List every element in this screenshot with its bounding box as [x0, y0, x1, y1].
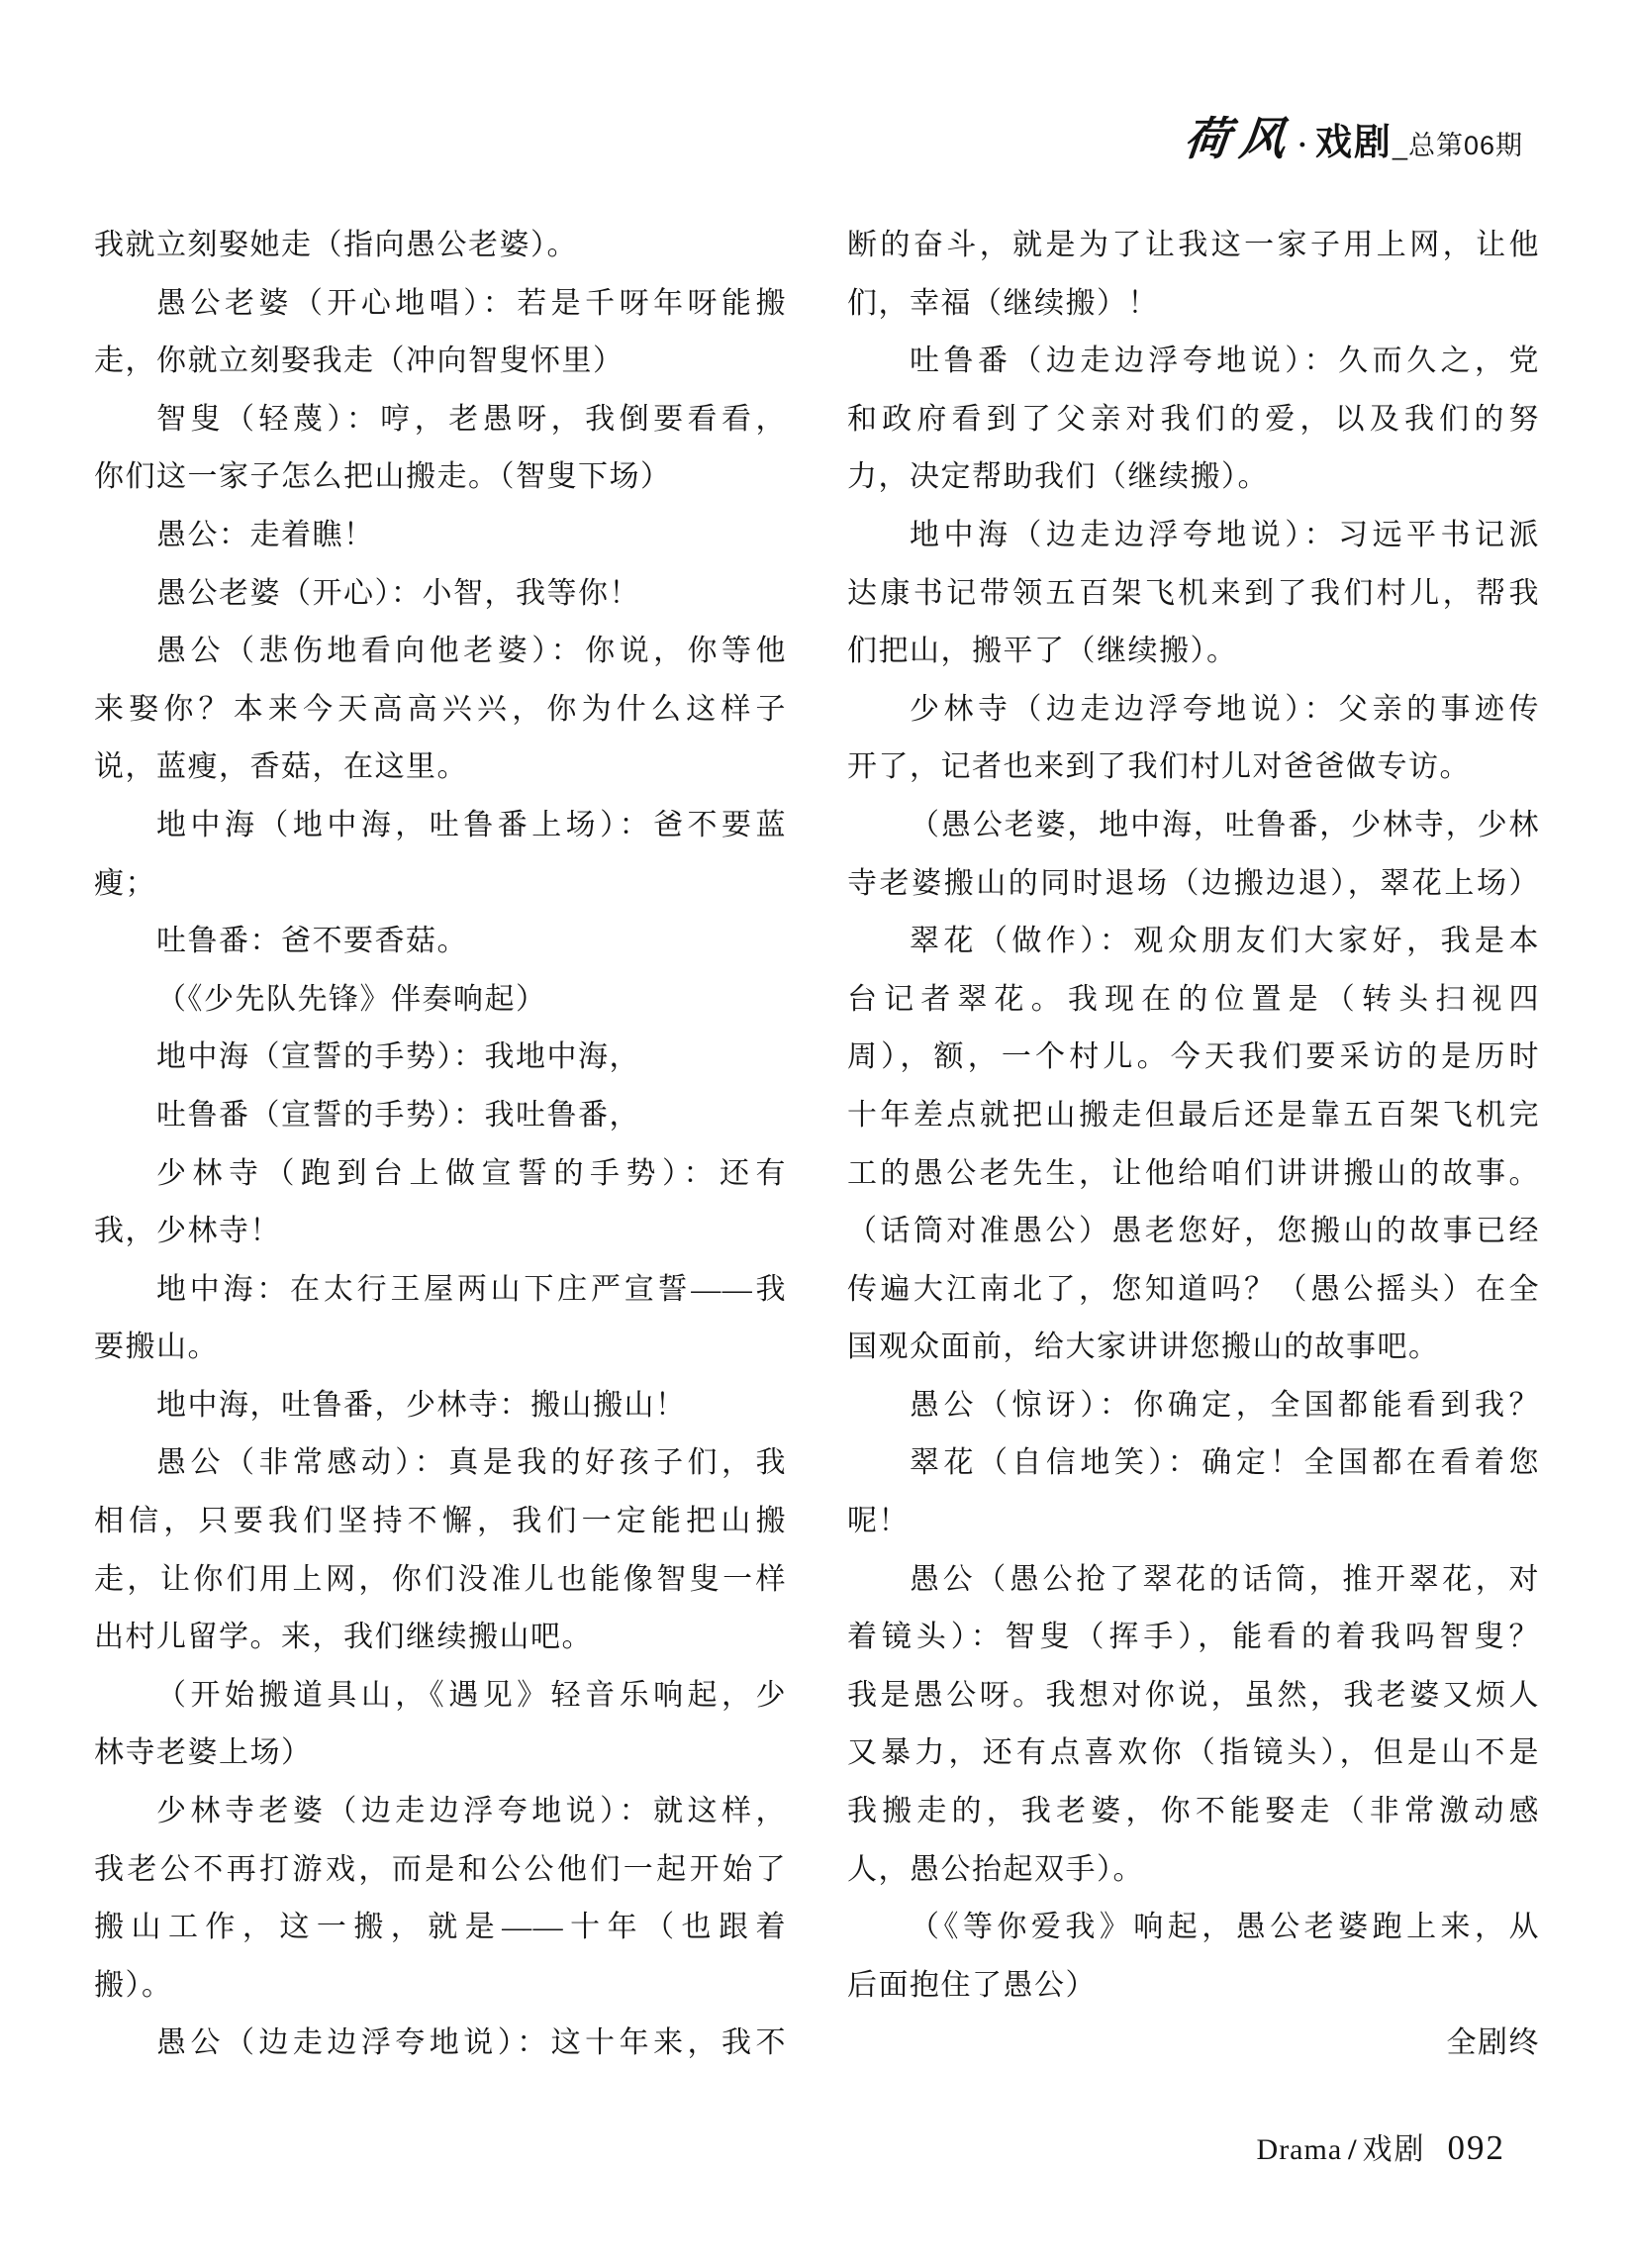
- script-line: 国观众面前，给大家讲讲您搬山的故事吧。: [847, 1331, 1440, 1364]
- footer-label-cn: 戏剧: [1362, 2133, 1426, 2166]
- page-number: 092: [1447, 2128, 1505, 2167]
- script-line: 少林寺老婆（边走边浮夸地说）：就这样，: [156, 1795, 787, 1828]
- script-line: 搬）。: [94, 1968, 173, 2002]
- brand-separator-dot: ·: [1297, 129, 1307, 161]
- script-line: 走，你就立刻娶我走（冲向智叟怀里）: [94, 345, 625, 378]
- script-line: 愚公（悲伤地看向他老婆）：你说，你等他: [156, 635, 787, 668]
- script-line: 断的奋斗，就是为了让我这一家子用上网，让他: [847, 229, 1540, 261]
- script-line: 说，蓝瘦，香菇，在这里。: [94, 750, 468, 784]
- script-line: 寺老婆搬山的同时退场（边搬边退），翠花上场）: [847, 866, 1540, 900]
- script-line: 要搬山。: [94, 1331, 219, 1364]
- script-line: 力，决定帮助我们（继续搬）。: [847, 460, 1269, 494]
- script-line: 后面抱住了愚公）: [847, 1968, 1097, 2002]
- script-line: 林寺老婆上场）: [94, 1736, 313, 1770]
- script-line: 愚公（非常感动）：真是我的好孩子们，我: [156, 1446, 787, 1480]
- script-line: 来娶你？本来今天高高兴兴，你为什么这样子: [94, 692, 787, 726]
- script-line: 相信，只要我们坚持不懈，我们一定能把山搬: [94, 1505, 787, 1538]
- script-line: 地中海：在太行王屋两山下庄严宣誓——我: [156, 1272, 787, 1306]
- script-line: 和政府看到了父亲对我们的爱，以及我们的努: [847, 402, 1540, 436]
- script-line: 搬山工作，这一搬，就是——十年（也跟着: [94, 1911, 787, 1944]
- script-line: （话筒对准愚公）愚老您好，您搬山的故事已经: [847, 1215, 1540, 1248]
- script-line: 呢！: [847, 1505, 910, 1538]
- script-line: 我是愚公呀。我想对你说，虽然，我老婆又烦人: [847, 1678, 1540, 1712]
- script-line: （《少先队先锋》伴奏响起）: [156, 982, 547, 1016]
- script-line: 周），额，一个村儿。今天我们要采访的是历时: [847, 1040, 1540, 1074]
- script-line: 我，少林寺！: [94, 1215, 281, 1248]
- script-line: 达康书记带领五百架飞机来到了我们村儿，帮我: [847, 576, 1540, 610]
- script-line: 愚公老婆（开心）：小智，我等你！: [156, 576, 640, 610]
- script-line: 我就立刻娶她走（指向愚公老婆）。: [94, 229, 578, 261]
- brand-script-logo: 荷风: [1181, 112, 1298, 165]
- script-line: 愚公（边走边浮夸地说）：这十年来，我不: [156, 2026, 787, 2060]
- script-line: 愚公（愚公抢了翠花的话筒，推开翠花，对: [910, 1562, 1540, 1596]
- script-line: 人，愚公抬起双手）。: [847, 1852, 1144, 1886]
- script-line: 少林寺（边走边浮夸地说）：父亲的事迹传: [910, 692, 1540, 726]
- script-line: 愚公老婆（开心地唱）：若是千呀年呀能搬: [156, 286, 787, 320]
- script-line: 开了，记者也来到了我们村儿对爸爸做专访。: [847, 750, 1471, 784]
- script-line: （开始搬道具山，《遇见》轻音乐响起，少: [156, 1678, 787, 1712]
- script-line: 你们这一家子怎么把山搬走。（智叟下场）: [94, 460, 672, 494]
- script-line: 地中海（地中海，吐鲁番上场）：爸不要蓝: [156, 808, 787, 841]
- script-line: 又暴力，还有点喜欢你（指镜头），但是山不是: [847, 1736, 1540, 1770]
- script-line: 地中海（边走边浮夸地说）：习远平书记派: [910, 518, 1540, 551]
- footer-slash: /: [1348, 2133, 1357, 2166]
- script-line: 智叟（轻蔑）：哼，老愚呀，我倒要看看，: [156, 402, 787, 436]
- script-line: 吐鲁番（边走边浮夸地说）：久而久之，党: [910, 345, 1540, 378]
- script-line: 们把山，搬平了（继续搬）。: [847, 635, 1238, 668]
- script-line: 工的愚公老先生，让他给咱们讲讲搬山的故事。: [847, 1156, 1540, 1190]
- script-line: 吐鲁番：爸不要香菇。: [156, 925, 468, 958]
- script-line: 传遍大江南北了，您知道吗？（愚公摇头）在全: [847, 1272, 1540, 1306]
- brand-section-title: 戏剧: [1314, 122, 1393, 162]
- magazine-header: [1181, 103, 1523, 168]
- script-line: 地中海，吐鲁番，少林寺：搬山搬山！: [156, 1388, 687, 1422]
- script-line: 全剧终: [1446, 2026, 1540, 2060]
- script-line: 我搬走的，我老婆，你不能娶走（非常激动感: [847, 1795, 1540, 1828]
- script-line: 愚公（惊讶）：你确定，全国都能看到我？: [910, 1388, 1540, 1422]
- script-line: 愚公：走着瞧！: [156, 518, 375, 551]
- script-line: 我老公不再打游戏，而是和公公他们一起开始了: [94, 1852, 787, 1886]
- script-line: （《等你爱我》响起，愚公老婆跑上来，从: [910, 1911, 1540, 1944]
- script-line: 翠花（自信地笑）：确定！全国都在看着您: [910, 1446, 1540, 1480]
- script-line: 着镜头）：智叟（挥手），能看的着我吗智叟？: [847, 1621, 1540, 1654]
- script-line: 少林寺（跑到台上做宣誓的手势）：还有: [156, 1156, 787, 1190]
- script-line: 十年差点就把山搬走但最后还是靠五百架飞机完: [847, 1098, 1540, 1132]
- script-column-right: [847, 217, 1540, 2073]
- script-line: 瘦；: [94, 866, 156, 900]
- script-line: 翠花（做作）：观众朋友们大家好，我是本: [910, 925, 1540, 958]
- script-line: 台记者翠花。我现在的位置是（转头扫视四: [847, 982, 1540, 1016]
- script-line: 走，让你们用上网，你们没准儿也能像智叟一样: [94, 1562, 787, 1596]
- page-footer: [1257, 2124, 1505, 2168]
- script-line: 吐鲁番（宣誓的手势）：我吐鲁番，: [156, 1098, 640, 1132]
- script-line: 地中海（宣誓的手势）：我地中海，: [156, 1040, 640, 1074]
- script-line: （愚公老婆，地中海，吐鲁番，少林寺，少林: [910, 808, 1540, 841]
- script-column-left: [94, 217, 787, 2073]
- footer-label-en: Drama: [1256, 2133, 1343, 2166]
- issue-label: _总第06期: [1392, 131, 1523, 160]
- script-line: 出村儿留学。来，我们继续搬山吧。: [94, 1621, 593, 1654]
- script-line: 们，幸福（继续搬）！: [847, 286, 1159, 320]
